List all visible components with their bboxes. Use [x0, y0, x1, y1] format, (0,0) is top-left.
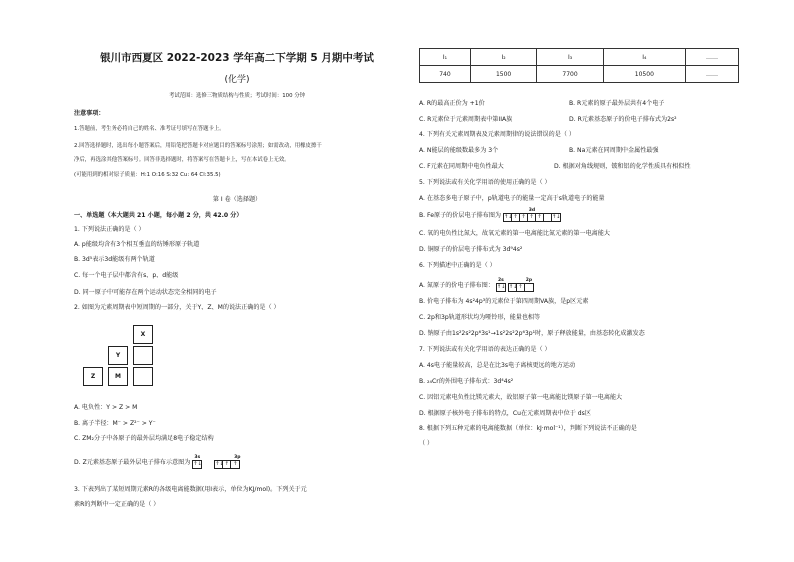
table-row [420, 66, 739, 83]
q1-option-c: C. 每一个电子层中都含有s、p、d能级 [74, 272, 179, 279]
q4-stem: 4. 下列有关元素周期表及元素周期律的说法错误的是（ ） [419, 131, 575, 138]
q3-option-d: D. R元素基态原子的价电子排布式为2s² [569, 116, 677, 123]
label-2s: 2s [498, 278, 504, 283]
table-cell: 7700 [537, 66, 603, 83]
orbital-diagram-fe [503, 208, 561, 222]
q1-option-b: B. 3d⁵表示3d能级有两个轨道 [74, 256, 155, 263]
label-3p: 3p [234, 455, 241, 460]
ionization-energy-table [419, 48, 739, 83]
exam-subject: (化学) [224, 75, 250, 85]
cell-empty-2 [133, 367, 153, 386]
q7-option-a: A. 4s电子能量较高，总是在比3s电子离核更远的地方运动 [419, 362, 576, 369]
label-3d: 3d [528, 208, 536, 213]
q4-option-b: B. Na元素在同周期中金属性最强 [569, 147, 659, 154]
q6-option-a-text: A. 氮原子的价电子排布图： [419, 282, 494, 289]
note-2-line-1: 2.回答选择题时，选出每小题答案后，用铅笔把答题卡对应题目的答案标号涂黑；如需改动，用橡皮擦干 [74, 143, 322, 149]
cell-m: M [108, 367, 128, 386]
cell-y: Y [108, 346, 128, 365]
q3-stem-line-2: 素R的判断中一定正确的是（ ） [74, 501, 160, 508]
orbital-box-3s: ↑↓ [193, 461, 202, 467]
part-title: 第 I 卷（选择题） [212, 196, 262, 203]
cell-x: X [133, 325, 153, 344]
q6-option-d: D. 钠原子由1s²2s²2p⁶3s¹→1s²2s²2p⁶3p¹时，原子释放能量，由基态转化成激发态 [419, 330, 645, 337]
q3-stem-line-1: 3. 下表列出了某短周期元素R的各级电离能数据(用I表示，单位为KJ/mol)。下列关于元 [74, 486, 307, 493]
q5-option-d: D. 铜原子的价层电子排布式为 3d⁹4s² [419, 246, 523, 253]
q6-option-b: B. 价电子排布为 4s²4p³的元素位于第四周期VA族，是p区元素 [419, 298, 589, 305]
table-header-cell: I₃ [537, 49, 603, 66]
q1-option-a: A. p能级均含有3个相互垂直的纺锤形原子轨道 [74, 241, 200, 248]
periodic-table-fragment [80, 322, 160, 390]
q6-stem: 6. 下列描述中正确的是（ ） [419, 262, 496, 269]
q1-stem: 1. 下列说法正确的是（ ） [74, 226, 145, 233]
q2-option-a: A. 电负性：Y > Z > M [74, 404, 138, 411]
q4-option-d: D. 根据对角线规则，铍和铝的化学性质具有相似性 [554, 163, 691, 170]
cell-z: Z [83, 367, 103, 386]
table-header-cell: I₁ [420, 49, 471, 66]
table-header-cell: I₄ [603, 49, 685, 66]
q5-option-c: C. 氧的电负性比氮大，故氧元素的第一电离能比氮元素的第一电离能大 [419, 230, 610, 237]
q6-option-a [419, 278, 542, 292]
q5-option-a: A. 在基态多电子原子中，p轨道电子的能量一定高于s轨道电子的能量 [419, 195, 605, 202]
cell-empty-1 [133, 346, 153, 365]
q3-option-c: C. R元素位于元素周期表中第IIA族 [419, 116, 513, 123]
table-cell: …… [685, 66, 738, 83]
note-1: 1.答题前，考生务必将自己的姓名、准考证号填写在答题卡上。 [74, 126, 225, 132]
q4-option-c: C. F元素在同周期中电负性最大 [419, 163, 504, 170]
q1-option-d: D. 同一原子中可能存在两个运动状态完全相同的电子 [74, 289, 217, 296]
q8-stem-line-2: （ ） [419, 440, 434, 447]
table-header-cell: …… [685, 49, 738, 66]
q7-option-c: C. 因铝元素电负性比镁元素大，故铝原子第一电离能比镁原子第一电离能大 [419, 394, 623, 401]
orbital-boxes-2p: ↑↓ ↑ [508, 283, 534, 292]
note-2-line-2: 净后，再选涂其他答案标号。回答非选择题时，将答案写在答题卡上，写在本试卷上无效。 [74, 157, 290, 163]
table-cell: 1500 [470, 66, 536, 83]
q7-option-b: B. ₂₄Cr的外围电子排布式：3d⁴4s² [419, 378, 514, 385]
q2-option-c: C. ZM₂分子中各原子的最外层均满足8电子稳定结构 [74, 435, 214, 442]
q2-option-d [74, 455, 250, 469]
table-cell: 740 [420, 66, 471, 83]
q2-option-b: B. 离子半径：M⁻ > Z²⁻ > Y⁻ [74, 420, 156, 427]
q5-option-b-text: B. Fe原子的价层电子排布图为 [419, 212, 502, 219]
q3-option-a: A. R的最高正价为 +1价 [419, 100, 485, 107]
notes-title: 注意事项： [74, 110, 105, 117]
section-heading: 一、单选题（本大题共 21 小题，每小题 2 分，共 42.0 分） [74, 212, 243, 219]
q2-option-d-text: D. Z元素基态原子最外层电子排布示意图为 [74, 459, 191, 466]
q7-stem: 7. 下列说法或有关化学用语的表达正确的是（ ） [419, 346, 551, 353]
orbital-boxes-3p: ↑↓ ↑ ↑ [214, 460, 240, 469]
q2-stem: 2. 如图为元素周期表中短周期的一部分，关于Y、Z、M的说法正确的是（ ） [74, 304, 280, 311]
label-2p: 2p [525, 278, 533, 283]
q5-option-b [419, 208, 561, 222]
q4-option-a: A. N能层的能级数最多为 3个 [419, 147, 499, 154]
q5-stem: 5. 下列说法或有关化学用语的使用正确的是（ ） [419, 179, 551, 186]
table-header-row [420, 49, 739, 66]
orbital-diagram-n [496, 278, 542, 292]
orbital-diagram-3s3p [192, 455, 250, 469]
table-header-cell: I₂ [470, 49, 536, 66]
exam-title: 银川市西夏区 2022-2023 学年高二下学期 5 月期中考试 [100, 52, 374, 64]
orbital-boxes-fe: ↑↓ ↑ ↑ ↑ ↑ ↑↓ [503, 214, 561, 220]
orbital-box-2s: ↑↓ [496, 284, 506, 290]
q8-stem-line-1: 8. 根据下列五种元素的电离能数据（单位：kJ·mol⁻¹），判断下列说法不正确的是 [419, 425, 637, 432]
label-3s: 3s [194, 455, 201, 460]
q7-option-d: D. 根据原子核外电子排布的特点，Cu在元素周期表中位于 ds区 [419, 410, 591, 417]
q6-option-c: C. 2p和3p轨道形状均为哑铃形，能量也相等 [419, 314, 541, 321]
table-cell: 10500 [603, 66, 685, 83]
q3-option-b: B. R元素的原子最外层共有4个电子 [569, 100, 665, 107]
exam-scope: 考试范围：选修三物质结构与性质；考试时间：100 分钟 [169, 93, 305, 99]
note-3: (可能用到的相对原子质量：H:1 O:16 S:32 Cu: 64 Cl:35.5) [74, 172, 221, 178]
